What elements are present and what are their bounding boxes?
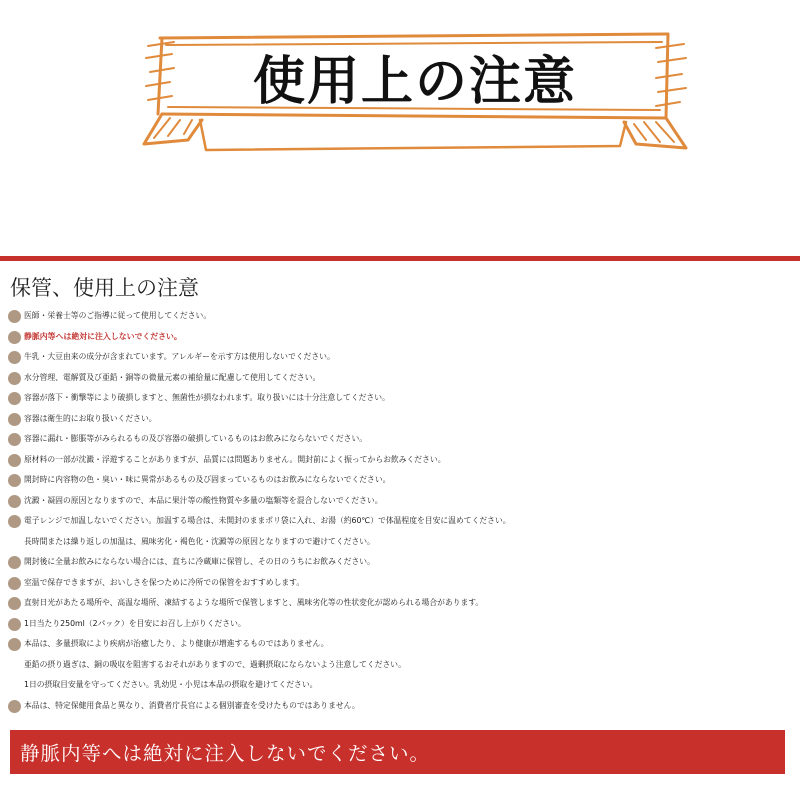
- list-item-line: 容器は衛生的にお取り扱いください。: [24, 413, 157, 423]
- bullet-icon: [8, 413, 21, 426]
- list-item-text: [24, 327, 798, 348]
- list-item-line: 直射日光があたる場所や、高温な場所、凍結するような場所で保管しますと、風味劣化等の性状変化が認められる場合があります。: [24, 598, 484, 607]
- bullet-icon: [8, 454, 21, 467]
- bullet-icon: [8, 638, 21, 651]
- list-item: [8, 552, 798, 573]
- top-divider: [0, 256, 800, 261]
- list-item: [8, 429, 798, 450]
- bullet-icon: [8, 577, 21, 590]
- list-item-text: [24, 696, 798, 717]
- list-item: [8, 347, 798, 368]
- page-title: 使用上の注意: [252, 51, 577, 112]
- bullet-icon: [8, 556, 21, 569]
- list-item-text: [24, 409, 798, 430]
- list-item: [8, 388, 798, 409]
- list-item: [8, 327, 798, 348]
- bullet-icon: [8, 597, 21, 610]
- bullet-icon: [8, 392, 21, 405]
- list-item-text: [24, 368, 798, 389]
- list-item-line: 原材料の一部が沈澱・浮遊することがありますが、品質には問題ありません。開封前によく振ってからお飲みください。: [24, 454, 446, 464]
- list-item-line: 静脈内等へは絶対に注入しないでください。: [24, 331, 182, 341]
- list-item-line: 開封時に内容物の色・臭い・味に異常があるもの及び固まっているものはお飲みにならないでください。: [24, 475, 391, 484]
- list-item-text: [24, 573, 798, 594]
- bullet-icon: [8, 700, 21, 713]
- list-item-line: 牛乳・大豆由来の成分が含まれています。アレルギーを示す方は使用しないでください。: [24, 352, 335, 361]
- list-item: [8, 573, 798, 594]
- bullet-icon: [8, 515, 21, 528]
- list-item: [8, 368, 798, 389]
- section-heading: 保管、使用上の注意: [10, 276, 199, 300]
- caution-list: [8, 306, 798, 716]
- list-item: [8, 306, 798, 327]
- footer-warning-bar: [10, 730, 785, 774]
- list-item-text: [24, 593, 798, 614]
- list-item: [8, 491, 798, 512]
- list-item-text: [24, 388, 798, 409]
- list-item: [8, 593, 798, 614]
- list-item-line: 容器が落下・衝撃等により破損しますと、無菌性が損なわれます。取り扱いには十分注意してください。: [24, 393, 390, 402]
- list-item: [8, 634, 798, 696]
- bullet-icon: [8, 351, 21, 364]
- list-item-line: 容器に漏れ・膨脹等がみられるもの及び容器の破損しているものはお飲みにならないでください。: [24, 434, 368, 443]
- list-item-text: [24, 470, 798, 491]
- list-item-line: 水分管理、電解質及び亜鉛・銅等の微量元素の補給量に配慮して使用してください。: [24, 372, 321, 382]
- list-item: [8, 696, 798, 717]
- list-item-line: 亜鉛の摂り過ぎは、銅の吸収を阻害するおそれがありますので、過剰摂取にならないよう注意してください。: [24, 659, 406, 669]
- list-item-line: 本品は、特定保健用食品と異なり、消費者庁長官による個別審査を受けたものではありません。: [24, 700, 360, 710]
- list-item: [8, 614, 798, 635]
- bullet-icon: [8, 433, 21, 446]
- bullet-icon: [8, 495, 21, 508]
- list-item-text: [24, 552, 798, 573]
- footer-warning-text: 静脈内等へは絶対に注入しないでください。: [20, 742, 431, 765]
- list-item-line: 本品は、多量摂取により疾病が治癒したり、より健康が増進するものではありません。: [24, 639, 329, 648]
- bullet-icon: [8, 331, 21, 344]
- list-item-line: 医師・栄養士等のご指導に従って使用してください。: [24, 311, 212, 320]
- list-item-line: 室温で保存できますが、おいしさを保つために冷所での保管をおすすめします。: [24, 577, 305, 587]
- list-item: [8, 511, 798, 552]
- list-item-text: [24, 614, 798, 635]
- list-item: [8, 450, 798, 471]
- list-item-text: [24, 450, 798, 471]
- list-item-line: 1日の摂取目安量を守ってください。乳幼児・小児は本品の摂取を避けてください。: [24, 680, 318, 689]
- list-item-text: [24, 634, 798, 696]
- list-item-line: 開封後に全量お飲みにならない場合には、直ちに冷蔵庫に保管し、その日のうちにお飲みください。: [24, 557, 375, 566]
- list-item-line: 長時間または繰り返しの加温は、風味劣化・褐色化・沈澱等の原因となりますので避けてください。: [24, 536, 375, 546]
- list-item-text: [24, 429, 798, 450]
- list-item-line: 電子レンジで加温しないでください。加温する場合は、未開封のままポリ袋に入れ、お湯（約60℃）で体温程度を目安に温めてください。: [24, 516, 511, 525]
- bullet-icon: [8, 474, 21, 487]
- list-item-text: [24, 306, 798, 327]
- list-item-text: [24, 347, 798, 368]
- list-item-text: [24, 511, 798, 552]
- bullet-icon: [8, 310, 21, 323]
- bullet-icon: [8, 372, 21, 385]
- list-item: [8, 409, 798, 430]
- list-item-text: [24, 491, 798, 512]
- list-item-line: 1日当たり250ml（2パック）を目安にお召し上がりください。: [24, 618, 246, 628]
- bullet-icon: [8, 618, 21, 631]
- list-item-line: 沈澱・凝固の原因となりますので、本品に果汁等の酸性物質や多量の塩類等を混合しないでください。: [24, 495, 383, 505]
- list-item: [8, 470, 798, 491]
- title-banner: [140, 28, 690, 178]
